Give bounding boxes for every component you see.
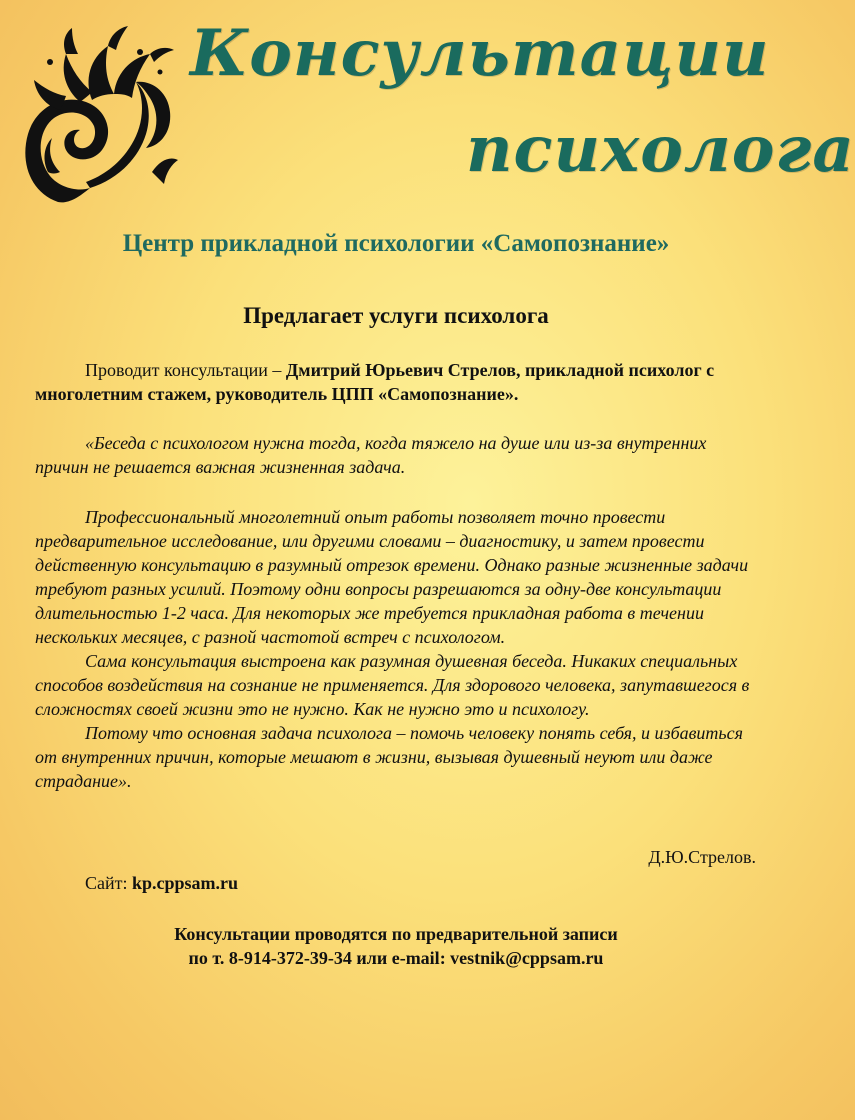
site-link[interactable]: kp.cppsam.ru (132, 873, 239, 893)
footer-line-1: Консультации проводятся по предварительной записи (174, 924, 618, 944)
quote-paragraph: «Беседа с психологом нужна тогда, когда тяжело на душе или из-за внутренних причин не решается важная жизненная задача. (35, 433, 707, 477)
site-label: Сайт: (85, 873, 132, 893)
title-line-2: психолога (466, 112, 855, 187)
intro-paragraph (35, 358, 757, 406)
paragraph-consultation: Сама консультация выстроена как разумная душевная беседа. Никаких специальных способов воздействия на сознание не применяется. Для здорового человека, запутавшегося в сложностях своей жизни это не нужно. Как не нужно это и психологу. (35, 651, 750, 719)
contact-footer (0, 922, 792, 970)
title-line-1: Консультации (190, 16, 770, 91)
body-text (35, 505, 757, 793)
center-name: Центр прикладной психологии «Самопознание» (122, 230, 670, 257)
intro-prefix: Проводит консультации – (85, 360, 286, 380)
paragraph-task: Потому что основная задача психолога – помочь человеку понять себя, и избавиться от внутренних причин, которые мешают в жизни, вызывая душевный неуют или даже страдание». (35, 723, 743, 791)
floral-ornament-icon (20, 22, 180, 207)
paragraph-experience: Профессиональный многолетний опыт работы позволяет точно провести предварительное исследование, или другими словами – диагностику, и затем провести действенную консультацию в разумный отрезок времени. Однако разные жизненные задачи требуют разных усилий. Поэтому одни вопросы разрешаются за одну-две консультации длительностью 1-2 часа. Для некоторых же требуется прикладная работа в течении нескольких месяцев, с разной частотой встреч с психологом. (35, 507, 749, 647)
footer-line-2: по т. 8-914-372-39-34 или e-mail: vestnik@cppsam.ru (188, 948, 604, 968)
site-line (85, 873, 238, 894)
signature: Д.Ю.Стрелов. (648, 847, 756, 867)
psychologist-name: Дмитрий Юрьевич Стрелов, прикладной психолог с многолетним стажем, руководитель ЦПП «Самопознание». (35, 360, 715, 404)
offers-heading: Предлагает услуги психолога (243, 303, 549, 328)
